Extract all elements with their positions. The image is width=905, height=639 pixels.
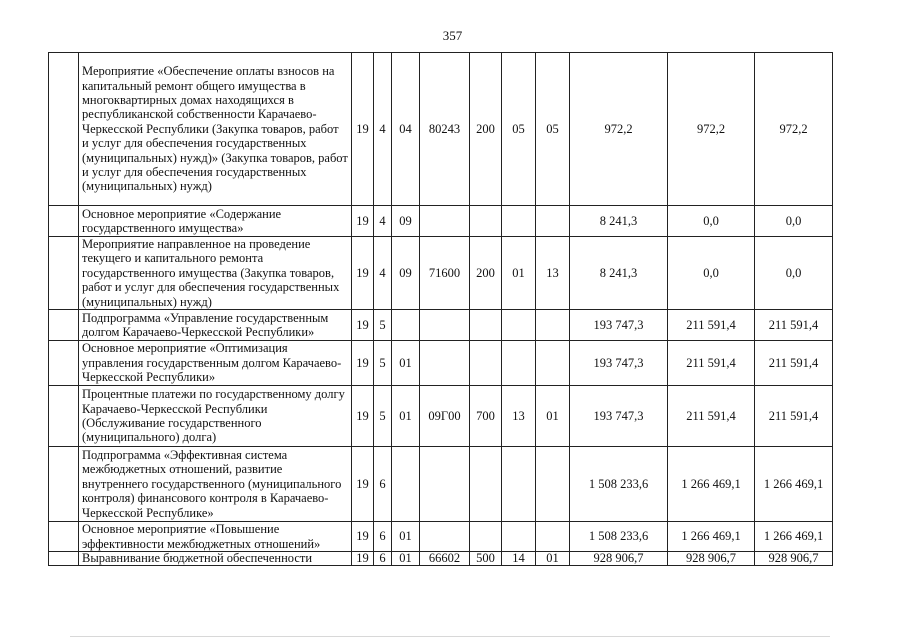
code-cell: 01 xyxy=(536,552,570,566)
value-cell: 193 747,3 xyxy=(570,341,668,386)
code-cell: 09 xyxy=(392,206,420,237)
table-row xyxy=(49,447,833,522)
value-cell: 211 591,4 xyxy=(668,310,755,341)
value-cell: 1 266 469,1 xyxy=(755,522,833,552)
empty-cell xyxy=(49,237,79,310)
code-cell xyxy=(470,341,502,386)
table-row xyxy=(49,522,833,552)
value-cell: 928 906,7 xyxy=(668,552,755,566)
empty-cell xyxy=(49,386,79,447)
empty-cell xyxy=(49,310,79,341)
code-cell xyxy=(392,310,420,341)
value-cell: 1 266 469,1 xyxy=(668,522,755,552)
code-cell xyxy=(470,310,502,341)
code-cell: 4 xyxy=(374,206,392,237)
code-cell: 04 xyxy=(392,53,420,206)
value-cell: 972,2 xyxy=(668,53,755,206)
code-cell: 6 xyxy=(374,447,392,522)
code-cell xyxy=(420,447,470,522)
value-cell: 972,2 xyxy=(570,53,668,206)
code-cell xyxy=(502,447,536,522)
code-cell: 19 xyxy=(352,237,374,310)
row-name: Процентные платежи по государственному долгу Карачаево-Черкесской Республики (Обслуживание государственного (муниципального) долга) xyxy=(79,386,352,447)
value-cell: 928 906,7 xyxy=(755,552,833,566)
scan-artifact-line xyxy=(70,636,830,637)
code-cell: 500 xyxy=(470,552,502,566)
code-cell: 200 xyxy=(470,53,502,206)
code-cell xyxy=(420,341,470,386)
code-cell: 19 xyxy=(352,386,374,447)
code-cell: 6 xyxy=(374,522,392,552)
code-cell: 01 xyxy=(392,386,420,447)
code-cell xyxy=(536,522,570,552)
value-cell: 1 508 233,6 xyxy=(570,447,668,522)
code-cell: 66602 xyxy=(420,552,470,566)
code-cell: 01 xyxy=(392,341,420,386)
code-cell: 4 xyxy=(374,237,392,310)
value-cell: 0,0 xyxy=(755,237,833,310)
table-row xyxy=(49,53,833,206)
value-cell: 193 747,3 xyxy=(570,310,668,341)
value-cell: 211 591,4 xyxy=(668,341,755,386)
value-cell: 1 508 233,6 xyxy=(570,522,668,552)
code-cell xyxy=(420,310,470,341)
code-cell: 19 xyxy=(352,53,374,206)
value-cell: 8 241,3 xyxy=(570,206,668,237)
code-cell: 5 xyxy=(374,341,392,386)
table-row xyxy=(49,341,833,386)
empty-cell xyxy=(49,522,79,552)
code-cell xyxy=(502,341,536,386)
code-cell xyxy=(536,310,570,341)
budget-table xyxy=(48,52,833,566)
code-cell: 6 xyxy=(374,552,392,566)
table-row xyxy=(49,206,833,237)
code-cell: 14 xyxy=(502,552,536,566)
code-cell: 19 xyxy=(352,552,374,566)
code-cell: 19 xyxy=(352,310,374,341)
code-cell: 200 xyxy=(470,237,502,310)
row-name: Мероприятие направленное на проведение текущего и капитального ремонта государственного имущества (Закупка товаров, работ и услуг для обеспечения государственных (муниципальных) нужд) xyxy=(79,237,352,310)
table-row xyxy=(49,237,833,310)
value-cell: 0,0 xyxy=(668,237,755,310)
value-cell: 928 906,7 xyxy=(570,552,668,566)
code-cell xyxy=(470,522,502,552)
row-name: Подпрограмма «Эффективная система межбюджетных отношений, развитие внутреннего государственного (муниципального контроля) финансового контроля в Карачаево-Черкесской Республике» xyxy=(79,447,352,522)
value-cell: 211 591,4 xyxy=(755,341,833,386)
table-row xyxy=(49,386,833,447)
code-cell: 80243 xyxy=(420,53,470,206)
code-cell: 19 xyxy=(352,206,374,237)
code-cell: 19 xyxy=(352,341,374,386)
row-name: Подпрограмма «Управление государственным долгом Карачаево-Черкесской Республики» xyxy=(79,310,352,341)
code-cell xyxy=(536,341,570,386)
table-row xyxy=(49,310,833,341)
code-cell xyxy=(502,310,536,341)
code-cell xyxy=(536,206,570,237)
code-cell: 700 xyxy=(470,386,502,447)
row-name: Выравнивание бюджетной обеспеченности xyxy=(79,552,352,566)
code-cell xyxy=(470,447,502,522)
value-cell: 1 266 469,1 xyxy=(755,447,833,522)
code-cell: 01 xyxy=(536,386,570,447)
value-cell: 0,0 xyxy=(755,206,833,237)
code-cell: 01 xyxy=(392,552,420,566)
empty-cell xyxy=(49,206,79,237)
code-cell: 4 xyxy=(374,53,392,206)
code-cell xyxy=(536,447,570,522)
code-cell: 05 xyxy=(536,53,570,206)
empty-cell xyxy=(49,552,79,566)
empty-cell xyxy=(49,447,79,522)
code-cell xyxy=(420,206,470,237)
code-cell: 19 xyxy=(352,522,374,552)
empty-cell xyxy=(49,341,79,386)
code-cell: 13 xyxy=(536,237,570,310)
value-cell: 193 747,3 xyxy=(570,386,668,447)
row-name: Мероприятие «Обеспечение оплаты взносов на капитальный ремонт общего имущества в многоквартирных домах находящихся в республиканской собственности Карачаево-Черкесской Республики (Закупка товаров, работ и услуг для обеспечения государственных (муниципальных) нужд)» (Закупка товаров, работ и услуг для обеспечения государственных (муниципальных) нужд) xyxy=(79,53,352,206)
code-cell xyxy=(502,522,536,552)
value-cell: 8 241,3 xyxy=(570,237,668,310)
value-cell: 972,2 xyxy=(755,53,833,206)
row-name: Основное мероприятие «Повышение эффективности межбюджетных отношений» xyxy=(79,522,352,552)
code-cell: 5 xyxy=(374,310,392,341)
table-row xyxy=(49,552,833,566)
code-cell xyxy=(392,447,420,522)
code-cell: 09 xyxy=(392,237,420,310)
value-cell: 211 591,4 xyxy=(668,386,755,447)
value-cell: 211 591,4 xyxy=(755,310,833,341)
row-name: Основное мероприятие «Оптимизация управления государственным долгом Карачаево-Черкесской Республики» xyxy=(79,341,352,386)
code-cell: 09Г00 xyxy=(420,386,470,447)
code-cell: 19 xyxy=(352,447,374,522)
code-cell: 13 xyxy=(502,386,536,447)
code-cell: 5 xyxy=(374,386,392,447)
code-cell: 01 xyxy=(392,522,420,552)
row-name: Основное мероприятие «Содержание государственного имущества» xyxy=(79,206,352,237)
page-number: 357 xyxy=(442,28,463,43)
code-cell: 01 xyxy=(502,237,536,310)
code-cell xyxy=(502,206,536,237)
value-cell: 211 591,4 xyxy=(755,386,833,447)
value-cell: 0,0 xyxy=(668,206,755,237)
code-cell: 71600 xyxy=(420,237,470,310)
value-cell: 1 266 469,1 xyxy=(668,447,755,522)
code-cell xyxy=(470,206,502,237)
code-cell xyxy=(420,522,470,552)
code-cell: 05 xyxy=(502,53,536,206)
empty-cell xyxy=(49,53,79,206)
